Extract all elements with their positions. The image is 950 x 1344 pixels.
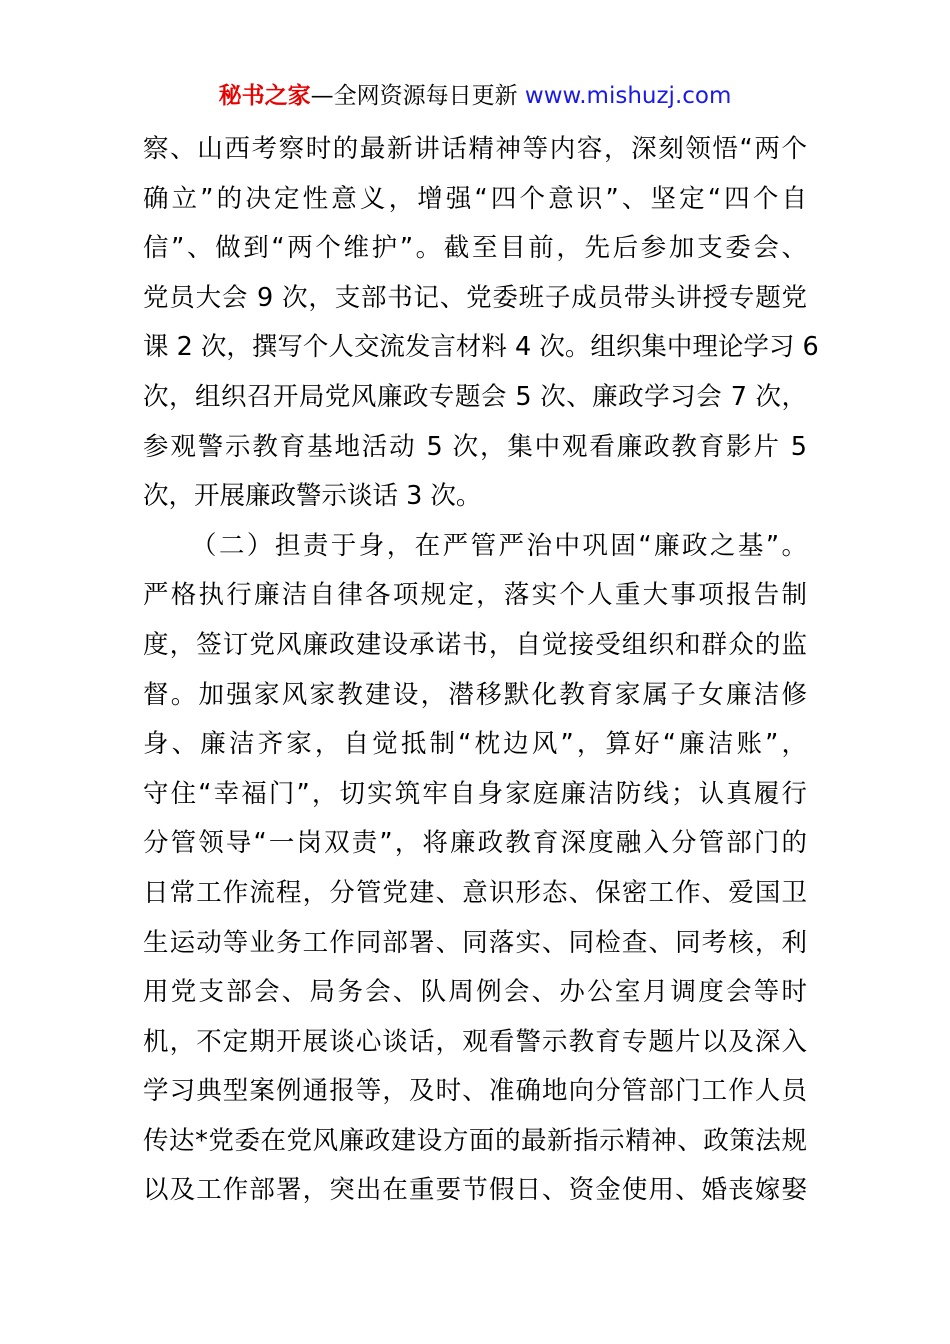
text-line: 度，签订党风廉政建设承诺书，自觉接受组织和群众的监 — [143, 629, 807, 660]
brand-name: 秘书之家 — [218, 83, 311, 109]
text-line: 传达*党委在党风廉政建设方面的最新指示精神、政策法规 — [143, 1125, 807, 1156]
text-line: 严格执行廉洁自律各项规定，落实个人重大事项报告制 — [143, 580, 807, 611]
page-header — [0, 78, 950, 114]
text-line: 学习典型案例通报等，及时、准确地向分管部门工作人员 — [143, 1076, 807, 1107]
header-url-link[interactable]: www.mishuzj.com — [524, 83, 732, 109]
text-line: 督。加强家风家教建设，潜移默化教育家属子女廉洁修 — [143, 679, 807, 710]
text-line: （二）担责于身，在严管严治中巩固“廉政之基”。 — [191, 530, 807, 561]
header-tagline: —全网资源每日更新 — [310, 83, 518, 109]
text-line: 身、廉洁齐家，自觉抵制“枕边风”，算好“廉洁账”， — [143, 729, 807, 760]
text-line: 参观警示教育基地活动 5 次，集中观看廉政教育影片 5 — [143, 431, 807, 462]
text-line: 课 2 次，撰写个人交流发言材料 4 次。组织集中理论学习 6 — [143, 332, 819, 363]
text-line: 日常工作流程，分管党建、意识形态、保密工作、爱国卫 — [143, 877, 807, 908]
text-line: 用党支部会、局务会、队周例会、办公室月调度会等时 — [143, 977, 807, 1008]
text-line: 确立”的决定性意义，增强“四个意识”、坚定“四个自 — [143, 183, 807, 214]
text-line: 机，不定期开展谈心谈话，观看警示教育专题片以及深入 — [143, 1026, 807, 1057]
text-line: 以及工作部署，突出在重要节假日、资金使用、婚丧嫁娶 — [143, 1175, 807, 1206]
text-line: 信”、做到“两个维护”。截至目前，先后参加支委会、 — [143, 233, 807, 264]
text-line: 分管领导“一岗双责”，将廉政教育深度融入分管部门的 — [143, 828, 807, 859]
text-line: 生运动等业务工作同部署、同落实、同检查、同考核，利 — [143, 927, 807, 958]
text-line: 党员大会 9 次，支部书记、党委班子成员带头讲授专题党 — [143, 282, 807, 313]
text-line: 次，组织召开局党风廉政专题会 5 次、廉政学习会 7 次， — [143, 381, 807, 412]
text-line: 次，开展廉政警示谈话 3 次。 — [143, 481, 482, 512]
text-line: 察、山西考察时的最新讲话精神等内容，深刻领悟“两个 — [143, 134, 807, 164]
text-line: 守住“幸福门”，切实筑牢自身家庭廉洁防线；认真履行 — [143, 778, 807, 809]
document-body — [143, 125, 819, 1216]
